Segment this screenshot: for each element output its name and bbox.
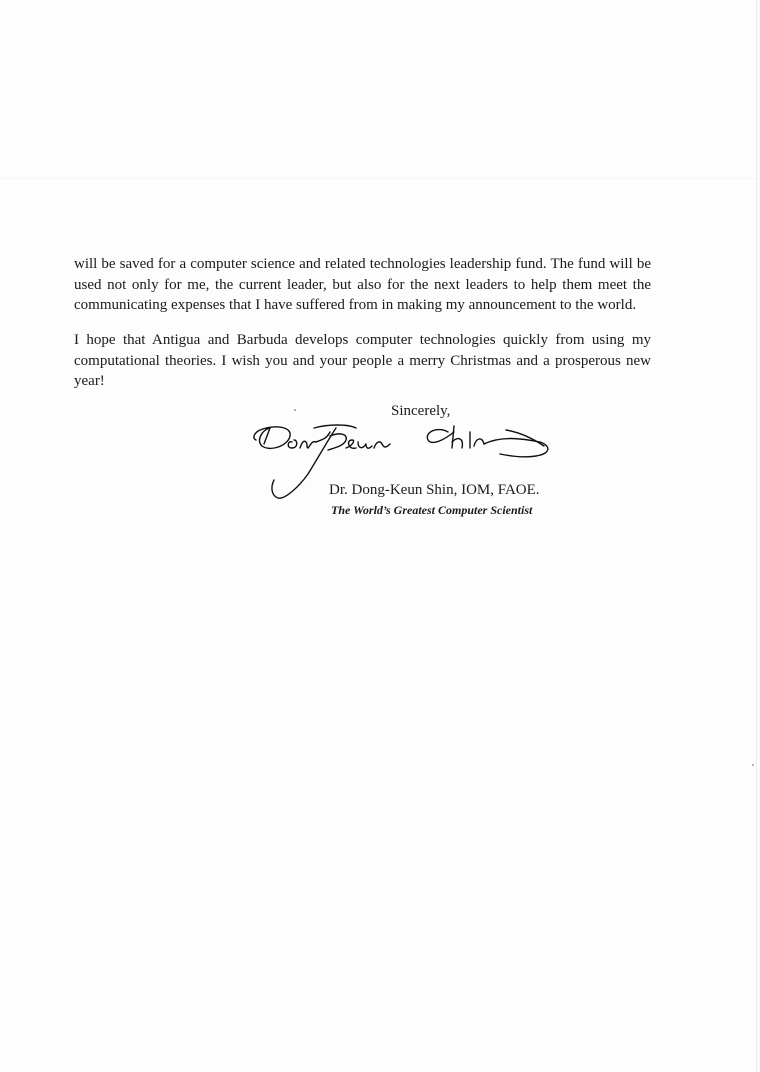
- letter-closing: Sincerely,: [391, 403, 451, 419]
- scan-artifact-line: [0, 178, 760, 179]
- signer-title: The World’s Greatest Computer Scientist: [331, 503, 533, 517]
- letter-paragraph-1: will be saved for a computer science and related technologies leadership fund. The fund will be used not only for me, the current leader, but also for the next leaders to help them meet the communicating expenses that I have suffered from in making my announcement to the world.: [74, 256, 651, 313]
- signer-name: Dr. Dong-Keun Shin, IOM, FAOE.: [329, 482, 540, 498]
- scan-artifact-edge: [756, 0, 757, 1072]
- letter-paragraph-2: I hope that Antigua and Barbuda develops computer technologies quickly from using my computational theories. I wish you and your people a merry Christmas and a prosperous new year!: [74, 332, 651, 389]
- scan-speck: [294, 409, 296, 411]
- scan-speck: [752, 764, 754, 766]
